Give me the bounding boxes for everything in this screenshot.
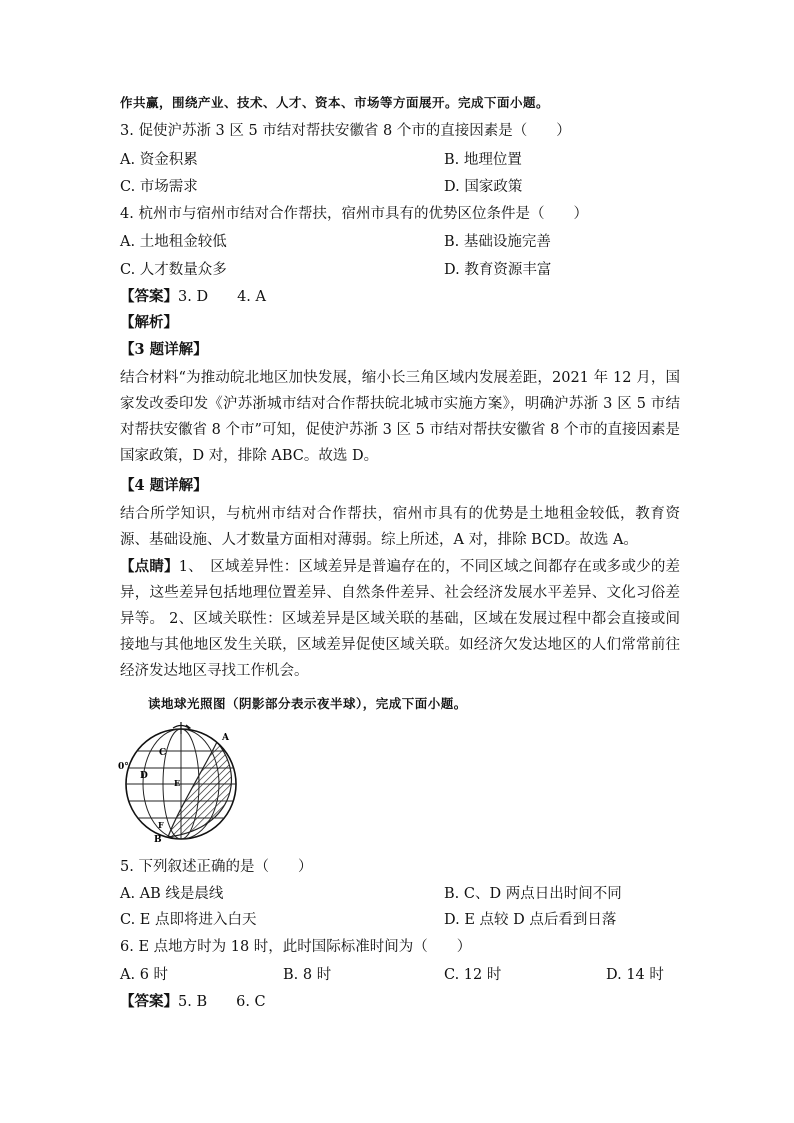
analysis-tag: 【解析】 — [120, 314, 178, 331]
q4-option-d: D. 教育资源丰富 — [444, 262, 552, 278]
answer-tag: 【答案】 — [120, 288, 178, 305]
q6-option-a: A. 6 时 — [120, 967, 169, 983]
q6-stem: 6. E 点地方时为 18 时，此时国际标准时间为（ ） — [120, 939, 472, 955]
answer-line-2 — [120, 992, 266, 1012]
label-d: D — [140, 771, 148, 781]
q4-option-a: A. 土地租金较低 — [120, 234, 227, 250]
q3-option-d: D. 国家政策 — [444, 179, 523, 195]
note-block — [120, 554, 680, 684]
detail3-tag: 【3 题详解】 — [120, 341, 208, 358]
answer-line-1 — [120, 287, 266, 307]
q4-option-b: B. 基础设施完善 — [444, 234, 551, 250]
note-tag: 【点睛】 — [120, 558, 179, 575]
q5-option-a: A. AB 线是晨线 — [120, 886, 224, 902]
detail4-tag: 【4 题详解】 — [120, 477, 208, 494]
answer2-tag: 【答案】 — [120, 993, 178, 1010]
q4-stem: 4. 杭州市与宿州市结对合作帮扶，宿州市具有的优势区位条件是（ ） — [120, 206, 588, 222]
detail3-text: 结合材料“为推动皖北地区加快发展，缩小长三角区域内发展差距，2021 年 12 月，国家发改委印发《沪苏浙城市结对合作帮扶皖北城市实施方案》，明确沪苏浙 3 区 5 市结对帮扶安徽省 8 个市”可知，促使沪苏浙 3 区 5 市结对帮扶安徽省 8 个市的直接因素是国家政策，D 对，排除 ABC。故选 D。 — [120, 370, 680, 464]
label-equator-zero: 0° — [118, 762, 129, 772]
q4-option-c: C. 人才数量众多 — [120, 262, 227, 278]
label-c: C — [159, 748, 167, 758]
label-e: E — [174, 778, 181, 788]
earth-illumination-figure — [118, 720, 238, 844]
q3-option-b: B. 地理位置 — [444, 152, 522, 168]
q3-stem: 3. 促使沪苏浙 3 区 5 市结对帮扶安徽省 8 个市的直接因素是（ ） — [120, 123, 571, 139]
note-text: 1、 区域差异性：区域差异是普遍存在的，不同区域之间都存在或多或少的差异，这些差异包括地理位置差异、自然条件差异、社会经济发展水平差异、文化习俗差异等。 2、区域关联性：区域差异是区域关联的基础，区域在发展过程中都会直接或间接地与其他地区发生关联，区域差异促使区域关联。如经济欠发达地区的人们常常前往经济发达地区寻找工作机会。 — [120, 559, 680, 679]
q3-option-a: A. 资金积累 — [120, 152, 198, 168]
q6-option-b: B. 8 时 — [283, 967, 332, 983]
answer-text: 3. D 4. A — [178, 289, 266, 305]
label-b: B — [154, 835, 162, 844]
q3-option-c: C. 市场需求 — [120, 179, 198, 195]
intro-text: 作共赢，围绕产业、技术、人才、资本、市场等方面展开。完成下面小题。 — [120, 95, 550, 110]
figure-intro: 读地球光照图（阴影部分表示夜半球），完成下面小题。 — [148, 696, 467, 711]
answer2-text: 5. B 6. C — [178, 994, 266, 1010]
detail4-text: 结合所学知识，与杭州市结对合作帮扶，宿州市具有的优势是土地租金较低，教育资源、基础设施、人才数量方面相对薄弱。综上所述，A 对，排除 BCD。故选 A。 — [120, 506, 680, 548]
label-f: F — [158, 820, 164, 830]
q5-option-b: B. C、D 两点日出时间不同 — [444, 886, 622, 902]
q6-option-c: C. 12 时 — [444, 967, 502, 983]
q5-option-c: C. E 点即将进入白天 — [120, 912, 257, 928]
label-a: A — [222, 733, 229, 743]
q6-option-d: D. 14 时 — [606, 967, 664, 983]
q5-stem: 5. 下列叙述正确的是（ ） — [120, 859, 313, 875]
night-hemisphere — [168, 742, 231, 837]
q5-option-d: D. E 点较 D 点后看到日落 — [444, 912, 617, 928]
